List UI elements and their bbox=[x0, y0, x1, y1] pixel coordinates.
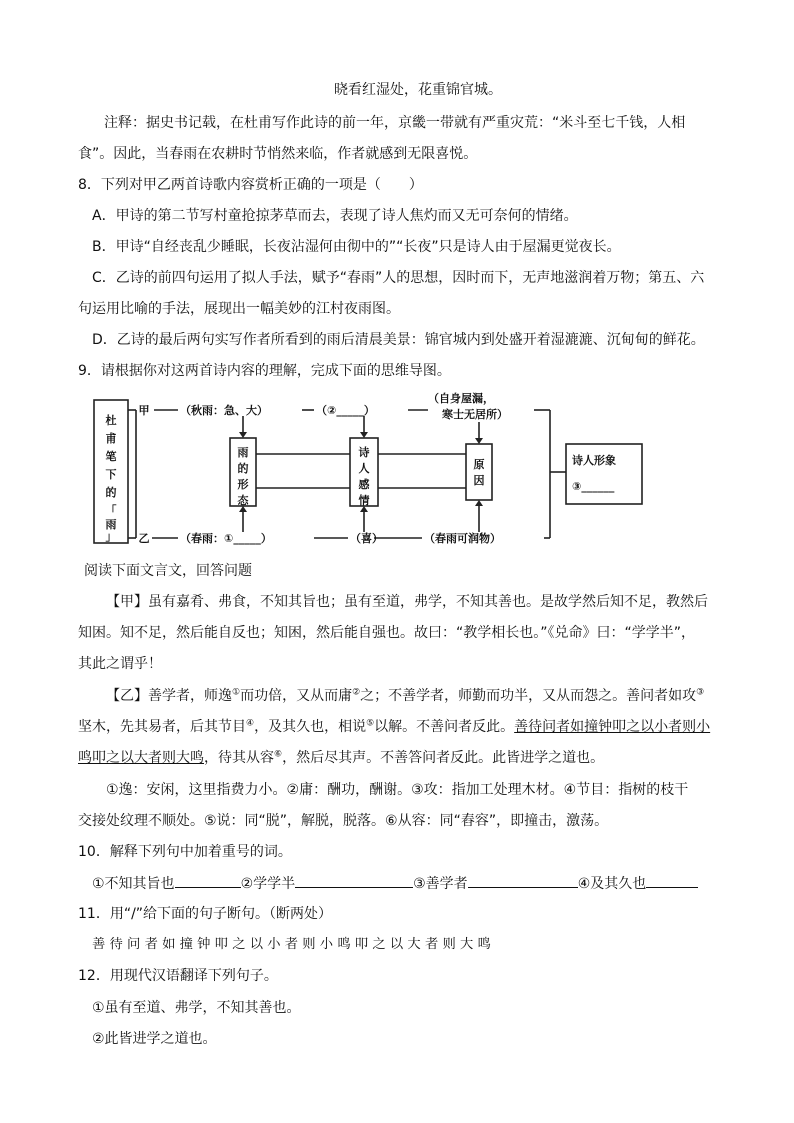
svg-text:态: 态 bbox=[237, 494, 249, 507]
yi-text-1b: 而功倍，又从而庸 bbox=[240, 688, 353, 704]
svg-text:」: 」 bbox=[105, 530, 117, 543]
passage-jia-label: 【甲】 bbox=[106, 594, 148, 610]
note-marker-5: ⑤ bbox=[366, 718, 375, 729]
q12-sentence-2: ②此皆进学之道也。 bbox=[92, 1031, 217, 1047]
q10-item-3: ③善学者 bbox=[413, 876, 468, 892]
q11-stem: 11．用“/”给下面的句子断句。（断两处） bbox=[78, 906, 333, 922]
underlined-sentence-part-1: 善待问者如撞钟叩之以小者则小 bbox=[514, 719, 711, 735]
passage-jia-line-1 bbox=[106, 592, 708, 612]
svg-text:（喜）: （喜） bbox=[350, 532, 383, 545]
yi-text-3a: ，待其从容 bbox=[204, 750, 274, 766]
note-marker-3: ③ bbox=[696, 687, 705, 698]
annotations-line-2: 交接处纹理不顺处。⑤说：同“脱”，解脱，脱落。⑥从容：同“舂容”，即撞击，激荡。 bbox=[78, 813, 609, 829]
q10-blank-3[interactable] bbox=[468, 873, 578, 888]
svg-text:形: 形 bbox=[237, 478, 249, 491]
svg-text:（自身屋漏，: （自身屋漏， bbox=[428, 392, 494, 405]
q10-item-2: ②学学半 bbox=[240, 876, 296, 892]
svg-text:诗人形象: 诗人形象 bbox=[572, 454, 616, 467]
svg-text:寒士无居所）: 寒士无居所） bbox=[442, 408, 508, 421]
q8-option-c-1: C．乙诗的前四句运用了拟人手法，赋予“春雨”人的思想，因时而下，无声地滋润着万物；第五、六 bbox=[92, 270, 705, 286]
q10-item-1: ①不知其旨也 bbox=[92, 876, 175, 892]
svg-text:杜: 杜 bbox=[105, 414, 117, 427]
svg-text:情: 情 bbox=[358, 494, 370, 507]
annotations-line-1: ①逸：安闲，这里指费力小。②庸：酬功，酬谢。③攻：指加工处理木材。④节目：指树的枝干 bbox=[106, 782, 689, 798]
yi-text-2b: ，及其久也，相说 bbox=[254, 719, 367, 735]
svg-text:乙: 乙 bbox=[138, 532, 150, 545]
note-line-2: 食”。因此，当春雨在农耕时节悄然来临，作者就感到无限喜悦。 bbox=[78, 146, 478, 162]
passage-yi-line-2 bbox=[78, 717, 710, 737]
svg-text:的: 的 bbox=[237, 462, 249, 475]
note-line-1: 注释：据史书记载，在杜甫写作此诗的前一年，京畿一带就有严重灾荒：“米斗至七千钱，人相 bbox=[104, 115, 686, 131]
svg-text:原: 原 bbox=[473, 458, 485, 471]
note-marker-6: ⑥ bbox=[274, 749, 283, 760]
passage-jia-line-3: 其此之谓乎！ bbox=[78, 656, 162, 672]
underlined-sentence-part-2: 鸣叩之以大者则大鸣 bbox=[78, 750, 204, 766]
q8-option-b: B．甲诗“自经丧乱少睡眠，长夜沾湿何由彻中的”“长夜”只是诗人由于屋漏更觉夜长。 bbox=[92, 239, 621, 255]
svg-text:（春雨：①_____）: （春雨：①_____） bbox=[180, 532, 272, 545]
svg-text:（②_____）: （②_____） bbox=[316, 404, 375, 417]
svg-text:因: 因 bbox=[473, 474, 485, 487]
yi-text-2a: 坚木，先其易者，后其节目 bbox=[78, 719, 246, 735]
q10-items bbox=[92, 873, 698, 894]
svg-text:甫: 甫 bbox=[105, 432, 117, 445]
reading-intro: 阅读下面文言文，回答问题 bbox=[84, 563, 252, 579]
svg-text:人: 人 bbox=[358, 462, 370, 475]
q8-option-c-2: 句运用比喻的手法，展现出一幅美妙的江村夜雨图。 bbox=[78, 301, 400, 317]
svg-text:诗: 诗 bbox=[358, 446, 370, 459]
passage-yi-label: 【乙】 bbox=[106, 688, 148, 704]
yi-text-3b: ，然后尽其声。不善答问者反此。此皆进学之道也。 bbox=[282, 750, 605, 766]
note-marker-1: ① bbox=[232, 687, 241, 698]
svg-text:「: 「 bbox=[105, 504, 117, 517]
svg-text:甲: 甲 bbox=[138, 404, 150, 417]
q12-sentence-1: ①虽有至道、弗学，不知其善也。 bbox=[92, 1000, 301, 1016]
q9-stem: 9．请根据你对这两首诗内容的理解，完成下面的思维导图。 bbox=[78, 363, 451, 379]
svg-text:感: 感 bbox=[358, 478, 370, 491]
passage-yi-line-1 bbox=[106, 686, 704, 706]
q12-stem: 12．用现代汉语翻译下列句子。 bbox=[78, 968, 278, 984]
passage-yi-line-3 bbox=[78, 748, 604, 768]
svg-text:雨: 雨 bbox=[105, 518, 117, 531]
q10-blank-1[interactable] bbox=[175, 873, 241, 888]
q8-option-d: D．乙诗的最后两句实写作者所看到的雨后清晨美景：锦官城内到处盛开着湿漉漉、沉甸甸的鲜花。 bbox=[92, 332, 705, 348]
note-marker-2: ② bbox=[352, 687, 361, 698]
q10-blank-4[interactable] bbox=[646, 873, 698, 888]
svg-text:（秋雨：急、大）: （秋雨：急、大） bbox=[180, 404, 268, 417]
q10-blank-2[interactable] bbox=[295, 873, 413, 888]
q10-item-4: ④及其久也 bbox=[577, 876, 647, 892]
svg-text:笔: 笔 bbox=[105, 450, 117, 463]
note-marker-4: ④ bbox=[246, 718, 255, 729]
q11-sentence: 善 待 问 者 如 撞 钟 叩 之 以 小 者 则 小 鸣 叩 之 以 大 者 则 大 鸣 bbox=[92, 937, 491, 952]
q8-option-a: A．甲诗的第二节写村童抢掠茅草而去，表现了诗人焦灼而又无可奈何的情绪。 bbox=[92, 208, 578, 224]
svg-text:的: 的 bbox=[105, 486, 117, 499]
poem-last-line: 晓看红湿处，花重锦官城。 bbox=[334, 82, 502, 98]
passage-jia-text-1: 虽有嘉肴、弗食，不知其旨也；虽有至道，弗学，不知其善也。是故学然后知不足，教然后 bbox=[148, 594, 708, 610]
svg-text:下: 下 bbox=[105, 468, 117, 481]
svg-text:雨: 雨 bbox=[237, 446, 249, 459]
svg-text:③______: ③______ bbox=[572, 480, 615, 493]
yi-text-1c: 之；不善学者，师勤而功半，又从而怨之。善问者如攻 bbox=[360, 688, 697, 704]
svg-text:（春雨可润物）: （春雨可润物） bbox=[424, 532, 501, 545]
q8-stem: 8．下列对甲乙两首诗歌内容赏析正确的一项是（ ） bbox=[78, 177, 423, 193]
passage-jia-line-2: 知困。知不足，然后能自反也；知困，然后能自强也。故曰：“教学相长也。”《兑命》曰：“学学半”， bbox=[78, 625, 696, 641]
mind-map-diagram bbox=[88, 386, 658, 558]
q10-stem: 10．解释下列句中加着重号的词。 bbox=[78, 844, 292, 860]
yi-text-1a: 善学者，师逸 bbox=[148, 688, 232, 704]
yi-text-2c: 以解。不善问者反此。 bbox=[374, 719, 515, 735]
